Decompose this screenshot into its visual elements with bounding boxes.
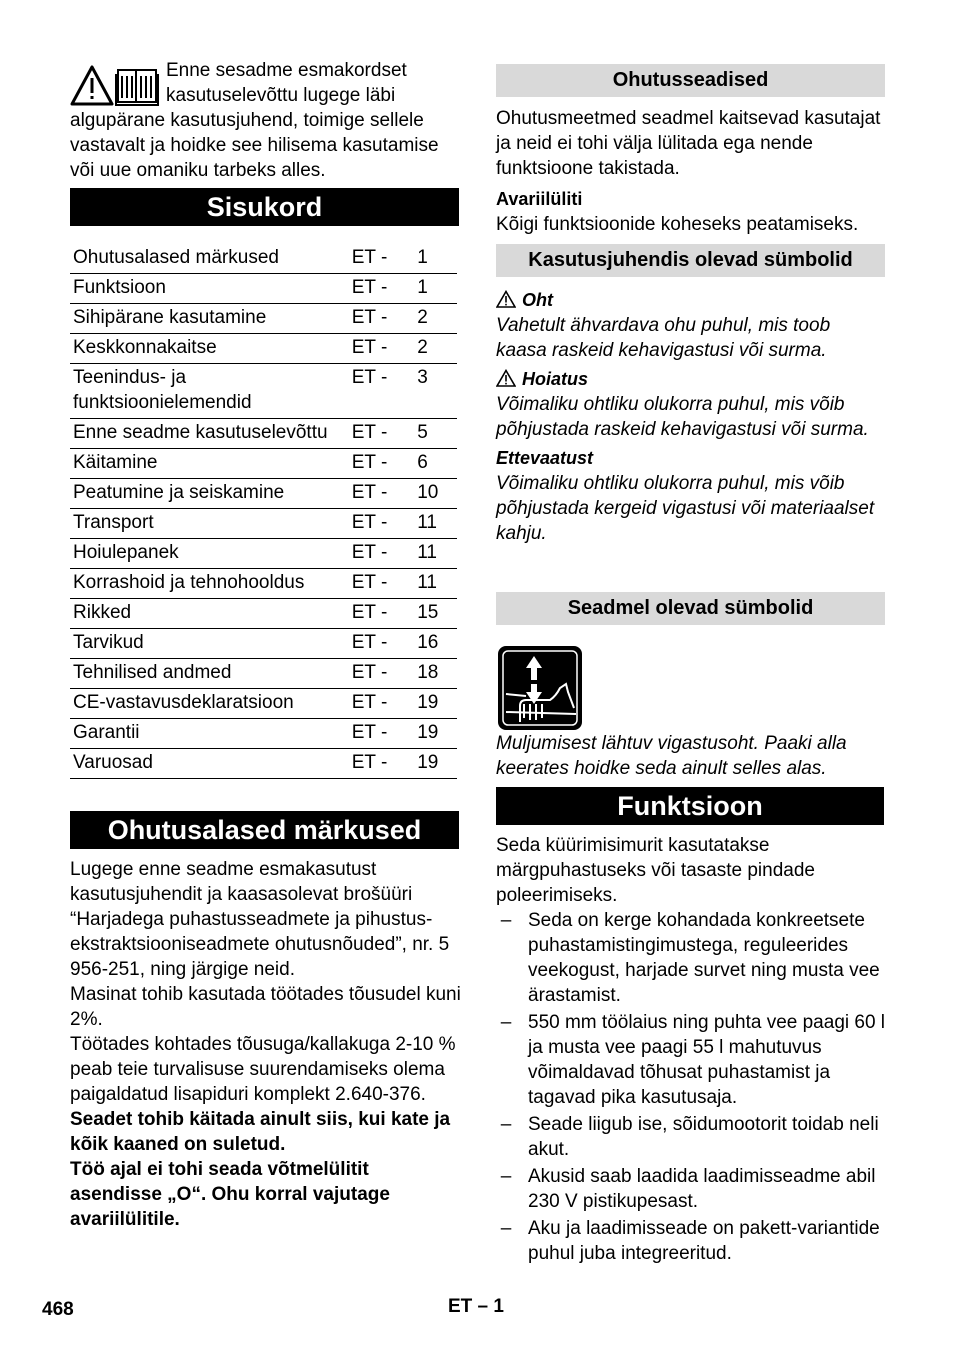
function-intro: Seda küürimisimurit kasutatakse märgpuhastuseks või tasaste pindade poleerimiseks. [496,835,815,906]
toc-entry-page: 18 [417,662,439,683]
device-symbols-heading: Seadmel olevad sümbolid [496,592,885,625]
toc-entry-title: Ohutusalased märkused [73,247,279,268]
toc-row[interactable] [70,509,457,539]
toc-row[interactable] [70,749,457,779]
toc-entry-prefix: ET - [351,452,388,473]
toc-entry-title: Rikked [73,602,132,623]
toc-entry-page: 5 [417,422,428,443]
warning-text: Võimaliku ohtliku olukorra puhul, mis võib põhjustada raskeid kehavigastusi või surma. [496,394,869,440]
toc-table [70,244,457,779]
toc-heading: Sisukord [70,188,459,226]
dash-bullet: – [500,1114,512,1135]
function-list-item [496,1164,888,1214]
toc-row[interactable] [70,629,457,659]
toc-entry-title: Korrashoid ja tehnohooldus [73,572,305,593]
dash-bullet: – [500,1218,512,1239]
toc-entry-page: 11 [417,542,437,563]
warning-manual-icon [70,64,162,108]
symbols-body [496,288,885,546]
toc-entry-title: Enne seadme kasutuselevõttu [73,422,328,443]
symbols-heading: Kasutusjuhendis olevad sümbolid [496,244,885,277]
function-list-item [496,908,888,1008]
toc-entry-prefix: ET - [351,722,388,743]
devices-subtext: Kõigi funktsioonide koheseks peatamiseks. [496,214,859,235]
toc-entry-prefix: ET - [351,692,388,713]
warning-label: Hoiatus [522,369,589,389]
safety-paragraph: Lugege enne seadme esmakasutust kasutusjuhendit ja kaasasolevat brošüüri “Harjadega puhastusseadmete ja pihustus-ekstraktsiooniseadmete ohutusnõuded”, nr. 5 956-251, ning järgige neid. [70,859,450,980]
device-symbols-caption: Muljumisest lähtuv vigastusoht. Paaki alla keerates hoidke seda ainult selles alas. [496,733,847,779]
safety-paragraph-bold: Töö ajal ei tohi seada võtmelülitit asendisse „O“. Ohu korral vajutage avariilülitile. [70,1159,390,1230]
function-heading: Funktsioon [496,787,884,825]
devices-subheading: Avariilüliti [496,189,583,209]
warning-triangle-icon [496,290,516,308]
toc-row[interactable] [70,719,457,749]
hand-crush-icon [498,646,582,730]
toc-entry-page: 2 [417,337,428,358]
toc-row[interactable] [70,449,457,479]
function-list-text: Akusid saab laadida laadimisseadme abil 230 V pistikupesast. [528,1166,876,1212]
danger-label-row [496,288,885,313]
safety-paragraph: Masinat tohib kasutada töötades tõusudel kuni 2%. [70,984,461,1030]
devices-text: Ohutusmeetmed seadmel kaitsevad kasutajat ja neid ei tohi välja lülitada ega nende funktsioone takistada. [496,108,881,179]
function-list-text: 550 mm töölaius ning puhta vee paagi 60 l ja musta vee paagi 55 l mahutuvus võimaldavad tõhusat puhastamist ja tagavad pika kasutusaja. [528,1012,886,1108]
toc-entry-title: Garantii [73,722,140,743]
toc-row[interactable] [70,659,457,689]
toc-entry-page: 1 [417,277,428,298]
toc-entry-page: 1 [417,247,428,268]
toc-entry-title: Peatumine ja seiskamine [73,482,285,503]
function-list-text: Seda on kerge kohandada konkreetsete puhastamistingimustega, reguleerides veekogust, harjade survet ning musta vee ärastamist. [528,910,880,1006]
toc-entry-prefix: ET - [351,337,388,358]
toc-entry-prefix: ET - [351,367,388,388]
toc-entry-prefix: ET - [351,247,388,268]
toc-row[interactable] [70,334,457,364]
toc-entry-title: Transport [73,512,154,533]
dash-bullet: – [500,1012,512,1033]
function-list-text: Aku ja laadimisseade on pakett-variantide puhul juba integreeritud. [528,1218,880,1264]
devices-body [496,106,885,237]
toc-entry-page: 11 [417,512,437,533]
toc-entry-title: Keskkonnakaitse [73,337,217,358]
toc-entry-page: 16 [417,632,439,653]
toc-row[interactable] [70,244,457,274]
safety-paragraph-bold: Seadet tohib käitada ainult siis, kui kate ja kõik kaaned on suletud. [70,1109,451,1155]
dash-bullet: – [500,1166,512,1187]
function-list-text: Seade liigub ise, sõidumootorit toidab neli akut. [528,1114,879,1160]
toc-entry-title: Sihipärane kasutamine [73,307,267,328]
intro-note [70,58,459,183]
toc-row[interactable] [70,274,457,304]
toc-entry-page: 3 [417,367,428,388]
toc-entry-prefix: ET - [351,422,388,443]
toc-entry-prefix: ET - [351,277,388,298]
toc-row[interactable] [70,419,457,449]
caution-text: Võimaliku ohtliku olukorra puhul, mis võib põhjustada kergeid vigastusi või materiaalset kahju. [496,473,875,544]
toc-entry-title: Funktsioon [73,277,166,298]
toc-entry-prefix: ET - [351,602,388,623]
toc-entry-page: 19 [417,722,439,743]
toc-entry-title: Tarvikud [73,632,144,653]
toc-entry-title: Tehnilised andmed [73,662,232,683]
toc-row[interactable] [70,569,457,599]
toc-entry-prefix: ET - [351,662,388,683]
safety-body [70,857,462,1232]
toc-row[interactable] [70,689,457,719]
toc-row[interactable] [70,304,457,334]
safety-heading: Ohutusalased märkused [70,811,459,849]
warning-triangle-icon [496,369,516,387]
function-list [496,908,888,1266]
danger-text: Vahetult ähvardava ohu puhul, mis toob kaasa raskeid kehavigastusi või surma. [496,315,831,361]
devices-heading: Ohutusseadised [496,64,885,97]
toc-entry-page: 10 [417,482,439,503]
toc-entry-page: 19 [417,752,439,773]
function-body [496,833,888,1268]
danger-label: Oht [522,290,553,310]
page-footer-label: ET – 1 [448,1296,504,1317]
toc-entry-title: CE-vastavusdeklaratsioon [73,692,294,713]
function-list-item [496,1216,888,1266]
caution-label: Ettevaatust [496,448,594,468]
toc-entry-page: 19 [417,692,439,713]
toc-entry-title: Varuosad [73,752,153,773]
toc-row[interactable] [70,539,457,569]
toc-entry-title: Hoiulepanek [73,542,179,563]
toc-entry-prefix: ET - [351,572,388,593]
toc-entry-title: Teenindus- ja funktsioonielemendid [73,367,252,413]
page-number: 468 [42,1299,74,1320]
toc-entry-title: Käitamine [73,452,158,473]
toc-entry-prefix: ET - [351,482,388,503]
function-list-item [496,1010,888,1110]
toc-row[interactable] [70,364,457,419]
toc-entry-prefix: ET - [351,752,388,773]
toc-entry-page: 2 [417,307,428,328]
warning-label-row [496,367,885,392]
toc-entry-prefix: ET - [351,307,388,328]
function-list-item [496,1112,888,1162]
toc-entry-page: 11 [417,572,437,593]
toc-row[interactable] [70,599,457,629]
toc-entry-prefix: ET - [351,632,388,653]
device-symbols-caption-block [496,731,885,781]
safety-paragraph: Töötades kohtades tõusuga/kallakuga 2-10 % peab teie turvalisuse suurendamiseks olema paigaldatud lisapiduri komplekt 2.640-376. [70,1034,456,1105]
toc-row[interactable] [70,479,457,509]
toc-entry-prefix: ET - [351,542,388,563]
dash-bullet: – [500,910,512,931]
toc-entry-page: 15 [417,602,439,623]
toc-entry-prefix: ET - [351,512,388,533]
intro-text: Enne sesadme esmakordset kasutuselevõttu lugege läbi algupärane kasutusjuhend, toimige sellele vastavalt ja hoidke see hilisema kasutamise või uue omaniku tarbeks alles. [70,60,439,181]
toc-entry-page: 6 [417,452,428,473]
